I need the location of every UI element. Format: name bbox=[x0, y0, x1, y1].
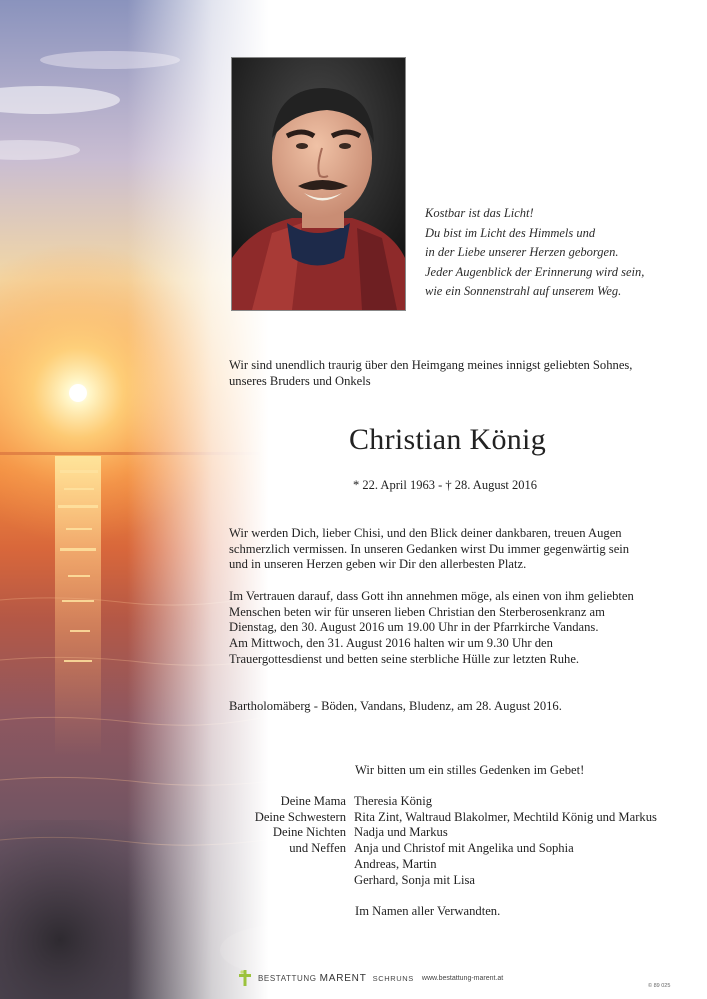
family-row bbox=[226, 794, 696, 810]
paragraph-line: Trauergottesdienst und betten seine sterbliche Hülle zur letzten Ruhe. bbox=[229, 651, 580, 666]
family-row bbox=[226, 841, 696, 857]
portrait-image bbox=[232, 58, 405, 310]
family-names: Nadja und Markus bbox=[354, 825, 448, 840]
prayer-request-text: Wir bitten um ein stilles Gedenken im Gebet! bbox=[355, 763, 585, 777]
deceased-name: Christian König bbox=[349, 423, 546, 456]
footer-brand-name: MARENT bbox=[319, 972, 367, 984]
funeral-home-footer bbox=[238, 968, 503, 988]
family-row bbox=[226, 873, 696, 889]
family-row bbox=[226, 825, 696, 841]
family-label bbox=[226, 873, 354, 889]
paragraph-services bbox=[229, 589, 634, 668]
life-dates: * 22. April 1963 - † 28. August 2016 bbox=[353, 478, 538, 492]
family-names: Anja und Christof mit Angelika und Sophia bbox=[354, 841, 574, 856]
closing bbox=[355, 904, 500, 920]
intro-text bbox=[229, 358, 632, 389]
paragraph-line: Im Vertrauen darauf, dass Gott ihn annehmen möge, als einen von ihm geliebten bbox=[229, 589, 634, 603]
family-label: Deine Schwestern bbox=[254, 809, 346, 824]
poem bbox=[425, 204, 695, 302]
footer-url: www.bestattung-marent.at bbox=[421, 974, 504, 982]
family-names: Andreas, Martin bbox=[354, 856, 437, 871]
poem-line: in der Liebe unserer Herzen geborgen. bbox=[425, 245, 619, 259]
intro-line: Wir sind unendlich traurig über den Heimgang meines innigst geliebten Sohnes, bbox=[229, 358, 633, 372]
intro-line: unseres Bruders und Onkels bbox=[229, 373, 371, 388]
family-label: und Neffen bbox=[289, 841, 346, 856]
family-names: Theresia König bbox=[354, 794, 432, 808]
print-code: © 89 025 bbox=[648, 983, 671, 989]
poem-line: Kostbar ist das Licht! bbox=[425, 206, 534, 220]
family-row bbox=[226, 857, 696, 873]
paragraph-line: Menschen beten wir für unseren lieben Christian den Sterberosenkranz am bbox=[229, 604, 605, 619]
portrait-photo bbox=[232, 58, 405, 310]
closing-text: Im Namen aller Verwandten. bbox=[355, 904, 501, 918]
paragraph-line: und in unseren Herzen geben wir Dir den allerbesten Platz. bbox=[229, 557, 527, 572]
family-label bbox=[226, 857, 354, 873]
family-names: Gerhard, Sonja mit Lisa bbox=[354, 872, 476, 887]
paragraph-line: schmerzlich vermissen. In unseren Gedanken wirst Du immer gegenwärtig sein bbox=[229, 541, 630, 556]
family-list bbox=[226, 794, 696, 888]
poem-line: Jeder Augenblick der Erinnerung wird sein, bbox=[425, 264, 645, 279]
footer-location: SCHRUNS bbox=[372, 973, 414, 983]
family-label: Deine Mama bbox=[280, 794, 346, 808]
paragraph-line: Am Mittwoch, den 31. August 2016 halten wir um 9.30 Uhr den bbox=[229, 636, 553, 651]
place-date bbox=[229, 699, 562, 715]
paragraph-line: Wir werden Dich, lieber Chisi, und den Blick deiner dankbaren, treuen Augen bbox=[229, 526, 622, 540]
cross-logo-icon bbox=[238, 969, 252, 987]
family-label: Deine Nichten bbox=[272, 825, 346, 840]
place-date-text: Bartholomäberg - Böden, Vandans, Bludenz, am 28. August 2016. bbox=[229, 699, 562, 713]
poem-line: Du bist im Licht des Himmels und bbox=[425, 225, 596, 240]
prayer-request bbox=[355, 763, 584, 779]
paragraph-line: Dienstag, den 30. August 2016 um 19.00 Uhr in der Pfarrkirche Vandans. bbox=[229, 620, 599, 635]
family-row bbox=[226, 810, 696, 826]
poem-line: wie ein Sonnenstrahl auf unserem Weg. bbox=[425, 284, 622, 298]
footer-brand-prefix: BESTATTUNG bbox=[258, 973, 317, 983]
paragraph-remembrance bbox=[229, 526, 629, 573]
family-names: Rita Zint, Waltraud Blakolmer, Mechtild König und Markus bbox=[354, 809, 657, 824]
